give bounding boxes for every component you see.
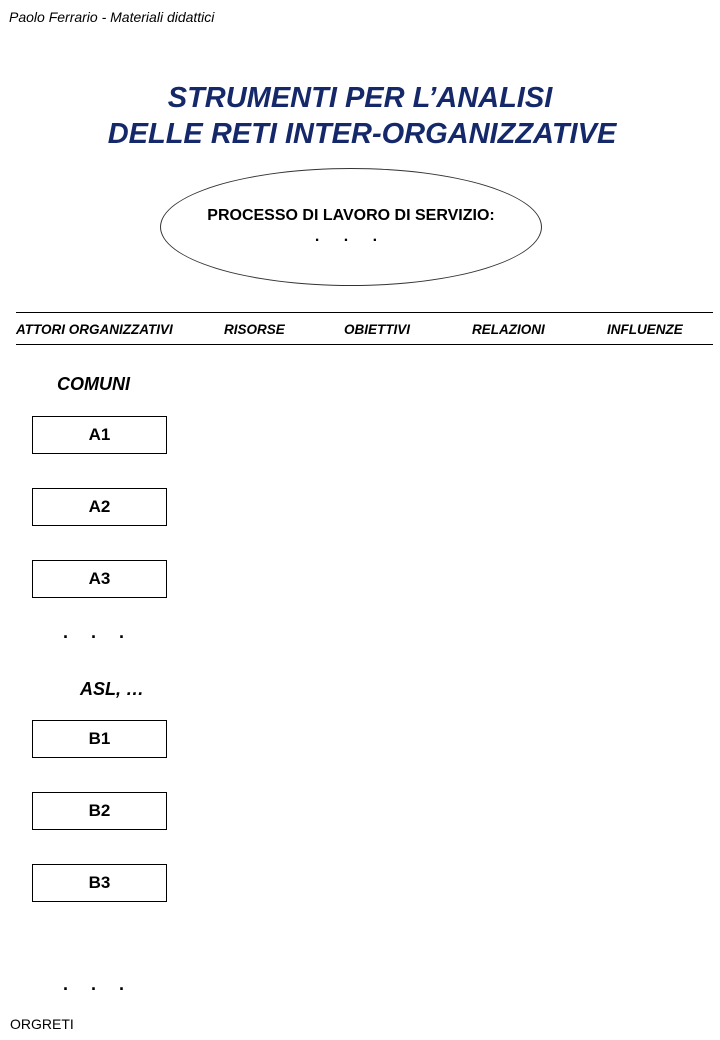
actor-box-a2: A2 [32, 488, 167, 526]
group-label-comuni: COMUNI [57, 374, 130, 394]
column-header-influenze: INFLUENZE [607, 322, 683, 337]
actor-box-a3: A3 [32, 560, 167, 598]
title-line-2: DELLE RETI INTER-ORGANIZZATIVE [107, 118, 617, 150]
column-header-risorse: RISORSE [224, 322, 285, 337]
actor-box-b2: B2 [32, 792, 167, 830]
column-header-obiettivi: OBIETTIVI [344, 322, 411, 337]
table-bottom-rule [16, 344, 713, 345]
page-header: Paolo Ferrario - Materiali didattici [9, 9, 215, 25]
column-header-relazioni: RELAZIONI [472, 322, 545, 337]
process-dots: . . . [314, 228, 388, 245]
actor-box-b1: B1 [32, 720, 167, 758]
process-label: PROCESSO DI LAVORO DI SERVIZIO: [207, 207, 495, 224]
title-line-1: STRUMENTI PER L’ANALISI [167, 82, 553, 114]
group-label-asl: ASL, … [80, 679, 145, 699]
column-header-attori: ATTORI ORGANIZZATIVI [16, 322, 173, 337]
table-top-rule [16, 312, 713, 313]
actor-box-b3: B3 [32, 864, 167, 902]
group-more-dots-a: . . . [63, 622, 134, 642]
process-ellipse [160, 168, 542, 286]
actor-box-a1: A1 [32, 416, 167, 454]
group-more-dots-b: . . . [63, 974, 134, 994]
page-footer: ORGRETI [10, 1016, 74, 1032]
